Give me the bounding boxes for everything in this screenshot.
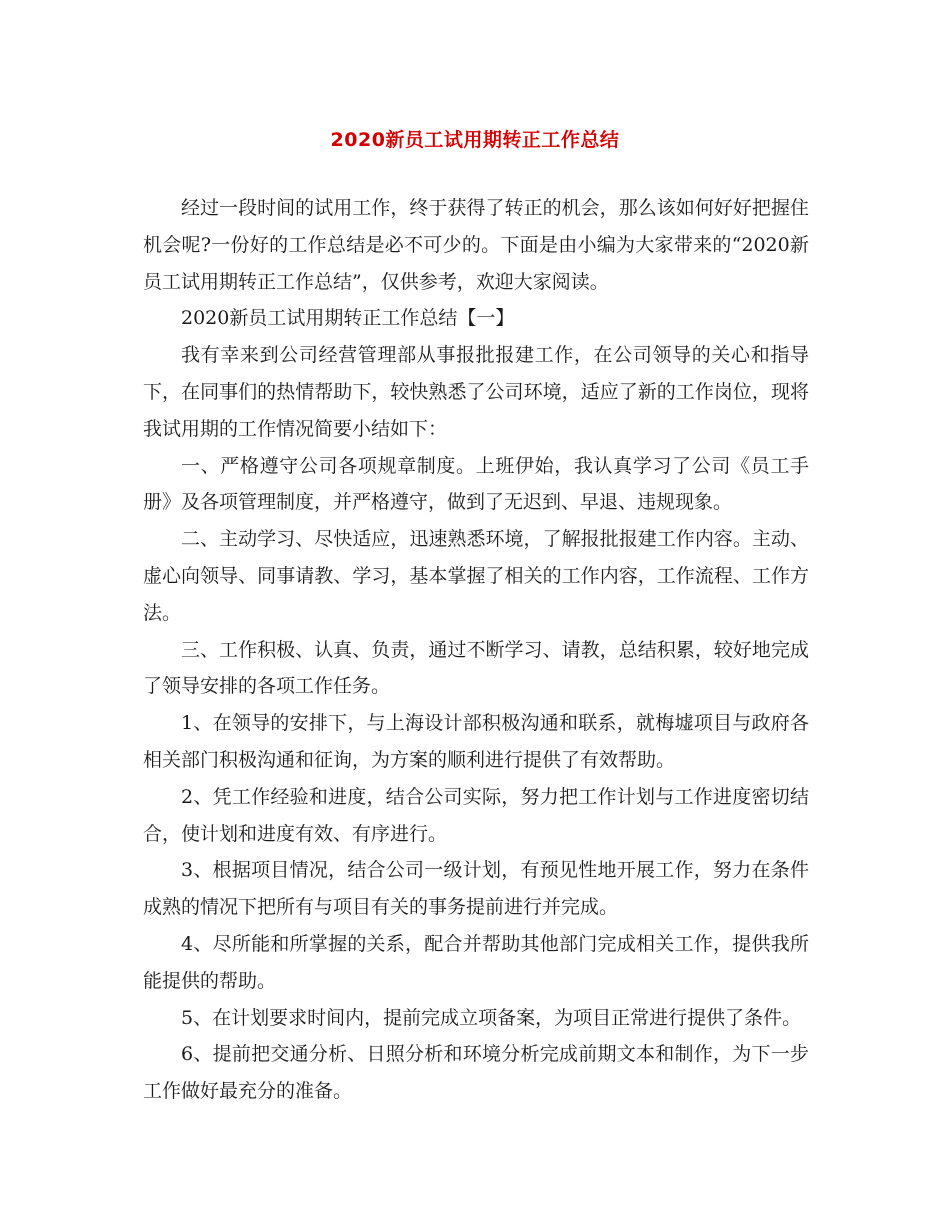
list-item-3: 3、根据项目情况，结合公司一级计划，有预见性地开展工作，努力在条件成熟的情况下把所有与项目有关的事务提前进行并完成。 [143, 859, 809, 919]
list-item-5: 5、在计划要求时间内，提前完成立项备案，为项目正常进行提供了条件。 [181, 1006, 802, 1029]
list-item-4: 4、尽所能和所掌握的关系，配合并帮助其他部门完成相关工作，提供我所能提供的帮助。 [143, 932, 809, 992]
paragraph-intro: 经过一段时间的试用工作，终于获得了转正的机会，那么该如何好好把握住机会呢?一份好的工作总结是必不可少的。下面是由小编为大家带来的“2020新员工试用期转正工作总结”，仅供参考，欢迎大家阅读。 [143, 197, 809, 293]
list-item-6: 6、提前把交通分析、日照分析和环境分析完成前期文本和制作，为下一步工作做好最充分的准备。 [143, 1043, 809, 1103]
document-body [143, 190, 809, 1110]
paragraph-point-three: 三、工作积极、认真、负责，通过不断学习、请教，总结积累，较好地完成了领导安排的各项工作任务。 [143, 638, 809, 698]
paragraph-overview: 我有幸来到公司经营管理部从事报批报建工作，在公司领导的关心和指导下，在同事们的热情帮助下，较快熟悉了公司环境，适应了新的工作岗位，现将我试用期的工作情况简要小结如下： [143, 344, 809, 440]
paragraph-point-two: 二、主动学习、尽快适应，迅速熟悉环境，了解报批报建工作内容。主动、虚心向领导、同事请教、学习，基本掌握了相关的工作内容，工作流程、工作方法。 [143, 528, 809, 624]
section-heading: 2020新员工试用期转正工作总结【一】 [181, 307, 515, 330]
paragraph-point-one: 一、严格遵守公司各项规章制度。上班伊始，我认真学习了公司《员工手册》及各项管理制度，并严格遵守，做到了无迟到、早退、违规现象。 [143, 454, 809, 514]
document-title: 2020新员工试用期转正工作总结 [330, 129, 620, 151]
list-item-1: 1、在领导的安排下，与上海设计部积极沟通和联系，就梅墟项目与政府各相关部门积极沟通和征询，为方案的顺利进行提供了有效帮助。 [143, 712, 809, 771]
list-item-2: 2、凭工作经验和进度，结合公司实际，努力把工作计划与工作进度密切结合，使计划和进度有效、有序进行。 [143, 785, 809, 845]
